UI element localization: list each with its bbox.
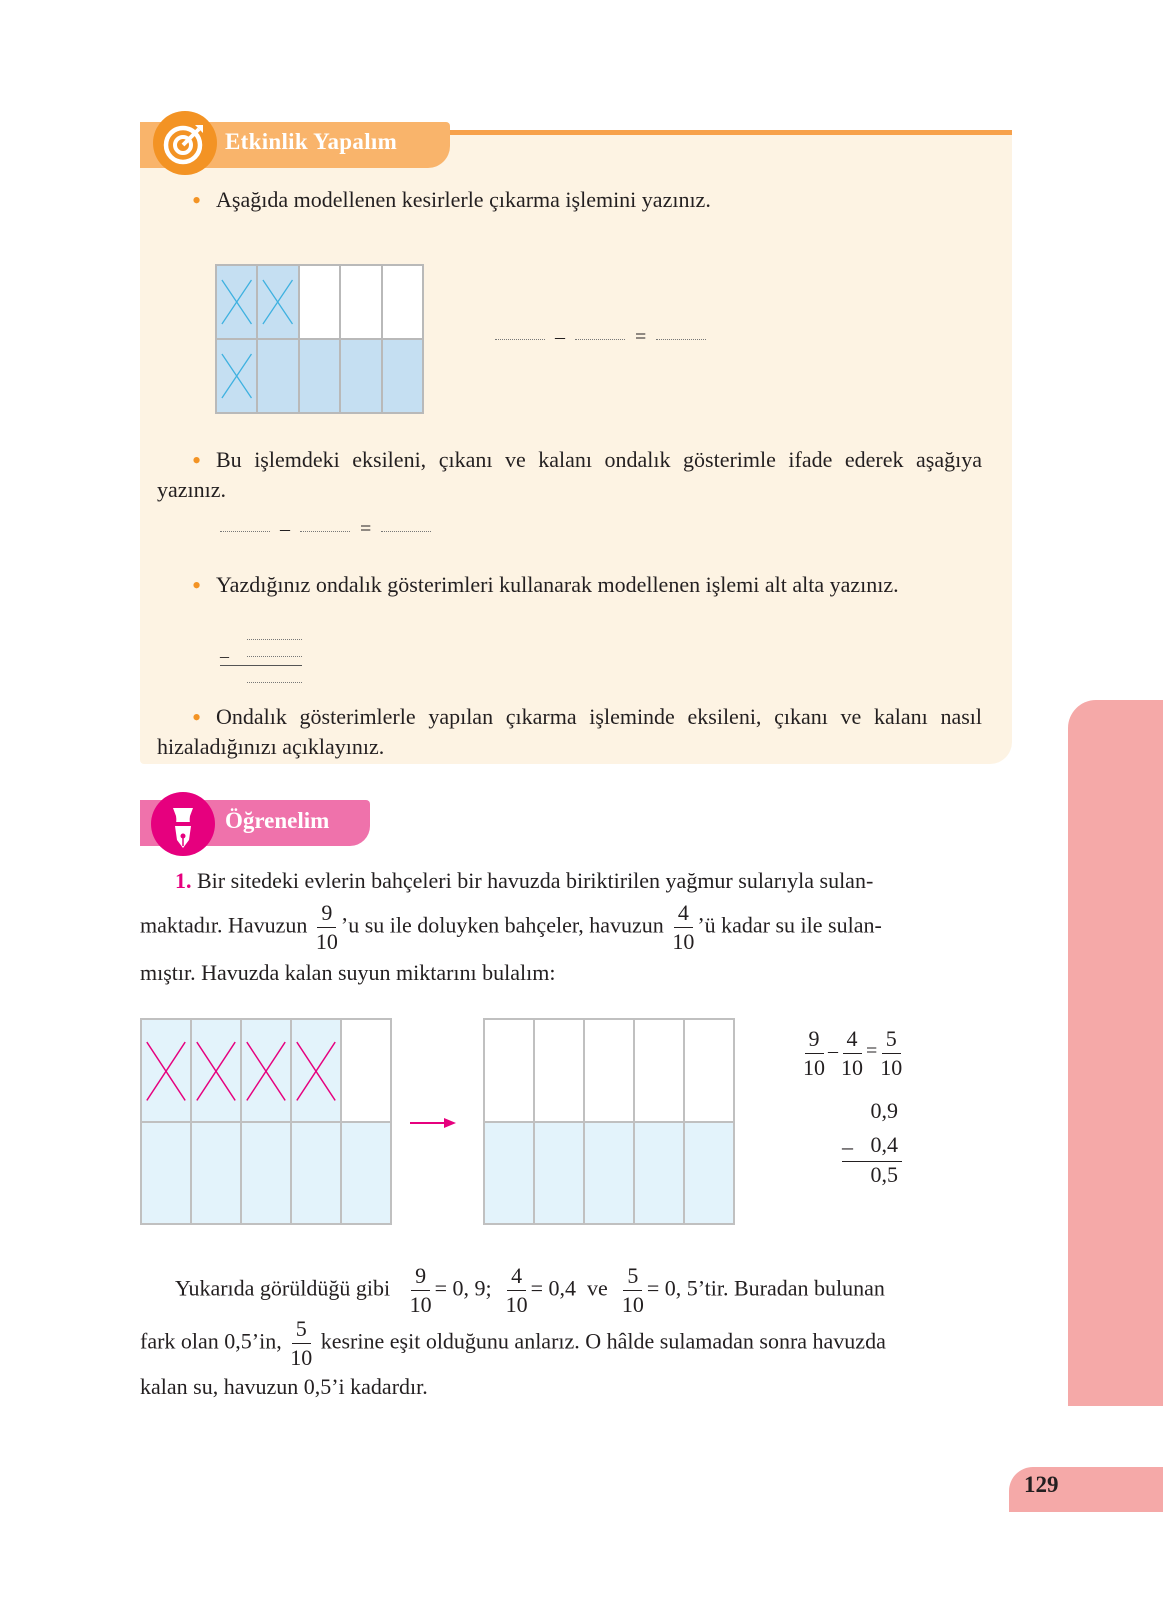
activity-bullet-4: • Ondalık gösterimlerle yapılan çıkarma işleminde eksileni, çıkanı ve kalanı nasıl hizaladığınızı açıklayınız.	[157, 703, 982, 759]
sum-line	[220, 665, 302, 666]
answer-blank[interactable]	[575, 338, 625, 340]
model-cell-shaded	[141, 1122, 191, 1225]
model-cell-empty	[341, 1019, 391, 1122]
answer-blank[interactable]	[656, 338, 706, 340]
fraction: $\frac{4}{10}$	[672, 900, 695, 954]
model-cell-shaded	[191, 1122, 241, 1225]
model-cell-shaded	[341, 1122, 391, 1225]
fraction-equation: $\frac{9}{10}$ – $\frac{4}{10}$ = $\frac{5}{10}$	[803, 1026, 903, 1080]
pen-nib-icon	[151, 792, 215, 856]
model-cell-empty	[684, 1019, 734, 1122]
bullet-icon: •	[192, 703, 202, 732]
model-cell-empty	[382, 265, 423, 339]
model-cell-shaded	[534, 1122, 584, 1225]
model-cell-crossed	[191, 1019, 241, 1122]
answer-blank[interactable]	[247, 681, 302, 683]
model-cell-crossed	[257, 265, 298, 339]
activity-header-line	[440, 130, 1012, 135]
model-cell-empty	[584, 1019, 634, 1122]
answer-blank[interactable]	[247, 638, 302, 640]
model-cell-shaded	[484, 1122, 534, 1225]
model-cell-shaded	[340, 339, 381, 413]
bullet-icon: •	[192, 186, 202, 215]
model-cell-empty	[340, 265, 381, 339]
problem-line-3: mıştır. Havuzda kalan suyun miktarını bulalım:	[140, 960, 556, 985]
model-cell-shaded	[291, 1122, 341, 1225]
answer-blank[interactable]	[495, 338, 545, 340]
answer-blank[interactable]	[247, 655, 302, 657]
answer-blank[interactable]	[220, 530, 270, 532]
bullet-icon: •	[192, 446, 202, 475]
fraction-answer-line: – =	[495, 326, 706, 349]
learn-title: Öğrenelim	[225, 808, 330, 833]
answer-blank[interactable]	[300, 530, 350, 532]
pool-model-before	[140, 1018, 392, 1225]
model-cell-crossed	[291, 1019, 341, 1122]
page-number: 129	[1024, 1472, 1059, 1497]
activity-bullet-2: • Bu işlemdeki eksileni, çıkanı ve kalanı ondalık gösterimle ifade ederek aşağıya yazınız.	[157, 446, 982, 502]
model-cell-shaded	[634, 1122, 684, 1225]
model-cell-empty	[299, 265, 340, 339]
answer-blank[interactable]	[381, 530, 431, 532]
problem-line-2: maktadır. Havuzun $\frac{9}{10}$ ’u su ile doluyken bahçeler, havuzun $\frac{4}{10}$ ’ü kadar su ile sulan-	[140, 900, 882, 954]
bullet-icon: •	[192, 571, 202, 600]
activity-bullet-3: • Yazdığınız ondalık gösterimleri kullanarak modellenen işlemi alt alta yazınız.	[192, 571, 899, 600]
chapter-side-tab	[1068, 700, 1163, 1406]
summary-line-2: fark olan 0,5’in, $\frac{5}{10}$ kesrine eşit olduğunu anlarız. O hâlde sulamadan sonra havuzda	[140, 1316, 886, 1370]
model-cell-empty	[534, 1019, 584, 1122]
vertical-subtraction: 0,9 – 0,4 0,5	[842, 1098, 902, 1188]
model-cell-crossed	[241, 1019, 291, 1122]
vertical-answer: –	[220, 636, 305, 686]
target-icon	[153, 111, 217, 175]
activity-title: Etkinlik Yapalım	[225, 129, 398, 154]
summary-line-3: kalan su, havuzun 0,5’i kadardır.	[140, 1374, 428, 1399]
model-cell-empty	[634, 1019, 684, 1122]
model-cell-crossed	[141, 1019, 191, 1122]
model-cell-shaded	[257, 339, 298, 413]
model-cell-shaded	[684, 1122, 734, 1225]
model-cell-shaded	[241, 1122, 291, 1225]
decimal-answer-line: – =	[220, 518, 431, 541]
problem-line-1: 1. Bir sitedeki evlerin bahçeleri bir havuzda biriktirilen yağmur sularıyla sulan-	[175, 868, 874, 893]
model-cell-empty	[484, 1019, 534, 1122]
summary-line-1: Yukarıda görüldüğü gibi $\frac{9}{10}$ = 0, 9; $\frac{4}{10}$ = 0,4 ve $\frac{5}{10}$ = 0, 5’tir. Buradan bulunan	[175, 1263, 885, 1317]
model-cell-shaded	[382, 339, 423, 413]
fraction-model-grid	[215, 264, 424, 414]
model-cell-crossed	[216, 339, 257, 413]
model-cell-crossed	[216, 265, 257, 339]
problem-number: 1.	[175, 868, 192, 893]
arrow-right-icon	[410, 1116, 456, 1134]
model-cell-shaded	[299, 339, 340, 413]
activity-bullet-1: • Aşağıda modellenen kesirlerle çıkarma işlemini yazınız.	[192, 186, 711, 215]
model-cell-shaded	[584, 1122, 634, 1225]
fraction: $\frac{9}{10}$	[315, 900, 338, 954]
pool-model-after	[483, 1018, 735, 1225]
